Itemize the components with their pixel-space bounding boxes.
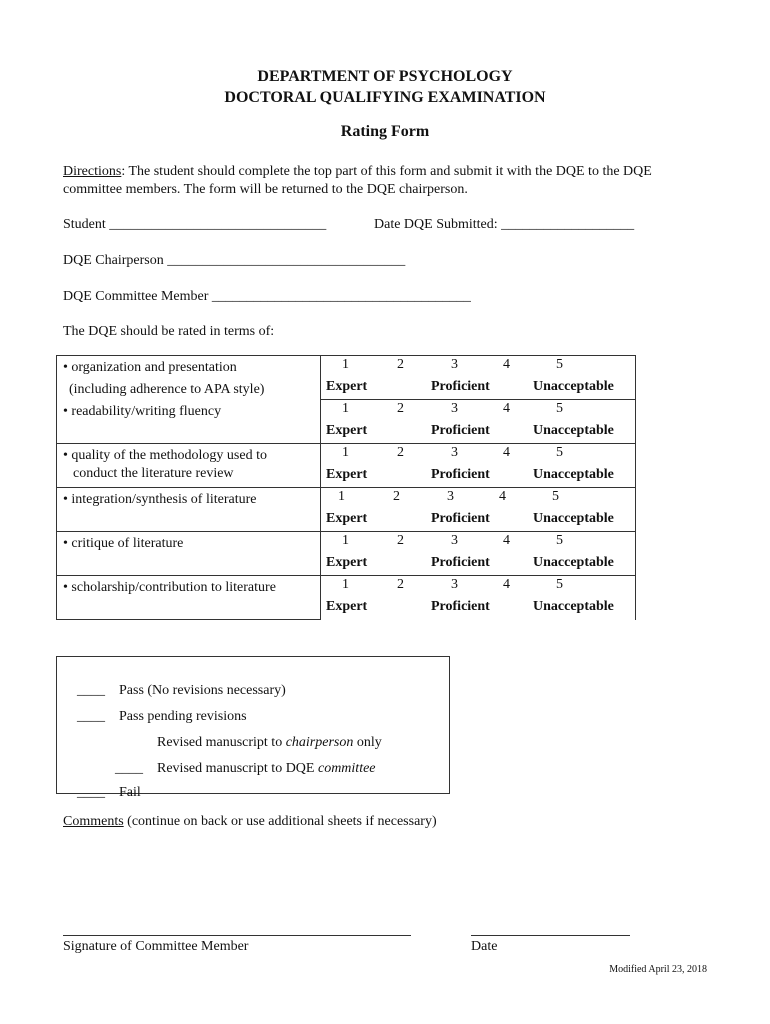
rating-4[interactable]: 4 bbox=[503, 357, 510, 372]
label-proficient: Proficient bbox=[431, 555, 490, 570]
label-unacceptable: Unacceptable bbox=[533, 467, 614, 482]
criterion-label: • integration/synthesis of literature bbox=[63, 492, 257, 507]
rating-5[interactable]: 5 bbox=[556, 577, 563, 592]
revised-chairperson-option[interactable]: Revised manuscript to chairperson only bbox=[157, 735, 382, 750]
criterion-label: • scholarship/contribution to literature bbox=[63, 580, 276, 595]
rating-2[interactable]: 2 bbox=[393, 489, 400, 504]
criterion-label: • organization and presentation (including adherence to APA style) bbox=[63, 360, 265, 397]
form-title: Rating Form bbox=[340, 123, 430, 140]
label-unacceptable: Unacceptable bbox=[533, 423, 614, 438]
rating-scale[interactable] bbox=[320, 399, 636, 443]
rating-4[interactable]: 4 bbox=[503, 577, 510, 592]
rating-1[interactable]: 1 bbox=[338, 489, 345, 504]
directions-label: Directions bbox=[63, 164, 122, 179]
date-submitted-field[interactable]: Date DQE Submitted: ___________________ bbox=[374, 217, 635, 232]
rating-3[interactable]: 3 bbox=[451, 577, 458, 592]
label-expert: Expert bbox=[326, 599, 368, 614]
rating-1[interactable]: 1 bbox=[342, 401, 349, 416]
label-proficient: Proficient bbox=[431, 599, 490, 614]
comments-label: Comments bbox=[63, 814, 124, 829]
label-expert: Expert bbox=[326, 511, 368, 526]
table-row bbox=[56, 487, 636, 531]
rating-1[interactable]: 1 bbox=[342, 577, 349, 592]
rating-3[interactable]: 3 bbox=[451, 357, 458, 372]
comments bbox=[63, 814, 437, 830]
rating-3[interactable]: 3 bbox=[451, 401, 458, 416]
table-row bbox=[56, 575, 636, 619]
rating-2[interactable]: 2 bbox=[397, 577, 404, 592]
department-title: DEPARTMENT OF PSYCHOLOGY bbox=[257, 68, 513, 85]
chairperson-field[interactable]: DQE Chairperson __________________________________ bbox=[63, 253, 406, 268]
criterion-label: • readability/writing fluency bbox=[63, 404, 222, 419]
rating-5[interactable]: 5 bbox=[556, 533, 563, 548]
label-expert: Expert bbox=[326, 423, 368, 438]
rating-table bbox=[56, 355, 636, 620]
directions bbox=[63, 163, 713, 199]
rating-5[interactable]: 5 bbox=[552, 489, 559, 504]
rating-1[interactable]: 1 bbox=[342, 357, 349, 372]
label-unacceptable: Unacceptable bbox=[533, 599, 614, 614]
rating-2[interactable]: 2 bbox=[397, 445, 404, 460]
rating-2[interactable]: 2 bbox=[397, 533, 404, 548]
date-label: Date bbox=[471, 939, 498, 954]
label-proficient: Proficient bbox=[431, 467, 490, 482]
student-field[interactable]: Student _______________________________ bbox=[63, 217, 327, 232]
rating-3[interactable]: 3 bbox=[451, 533, 458, 548]
label-proficient: Proficient bbox=[431, 379, 490, 394]
rating-5[interactable]: 5 bbox=[556, 357, 563, 372]
rating-2[interactable]: 2 bbox=[397, 357, 404, 372]
rating-3[interactable]: 3 bbox=[447, 489, 454, 504]
label-expert: Expert bbox=[326, 467, 368, 482]
exam-title: DOCTORAL QUALIFYING EXAMINATION bbox=[224, 89, 546, 106]
label-unacceptable: Unacceptable bbox=[533, 379, 614, 394]
label-unacceptable: Unacceptable bbox=[533, 511, 614, 526]
date-line[interactable] bbox=[471, 935, 630, 936]
pass-pending-option[interactable]: ____ Pass pending revisions bbox=[77, 709, 247, 724]
rating-scale[interactable] bbox=[320, 531, 636, 575]
rating-4[interactable]: 4 bbox=[503, 401, 510, 416]
table-row bbox=[56, 443, 636, 487]
rating-scale[interactable] bbox=[320, 443, 636, 487]
revised-committee-option[interactable]: ____ Revised manuscript to DQE committee bbox=[115, 761, 376, 776]
rating-1[interactable]: 1 bbox=[342, 445, 349, 460]
signature-label: Signature of Committee Member bbox=[63, 939, 249, 954]
outcome-box bbox=[56, 656, 450, 800]
label-expert: Expert bbox=[326, 555, 368, 570]
rating-4[interactable]: 4 bbox=[499, 489, 506, 504]
table-row bbox=[56, 531, 636, 575]
table-row bbox=[56, 355, 636, 399]
criterion-label: • critique of literature bbox=[63, 536, 184, 551]
rating-5[interactable]: 5 bbox=[556, 401, 563, 416]
comments-text: (continue on back or use additional sheets if necessary) bbox=[123, 814, 437, 829]
rating-1[interactable]: 1 bbox=[342, 533, 349, 548]
rating-2[interactable]: 2 bbox=[397, 401, 404, 416]
directions-text: : The student should complete the top part of this form and submit it with the DQE to the DQE committee members. The form will be returned to the DQE chairperson. bbox=[63, 164, 652, 197]
fail-option[interactable]: ____ Fail bbox=[77, 785, 141, 800]
table-bottom-border bbox=[56, 619, 320, 620]
table-row bbox=[56, 399, 636, 443]
pass-option[interactable]: ____ Pass (No revisions necessary) bbox=[77, 683, 286, 698]
rating-scale[interactable] bbox=[320, 575, 636, 619]
label-proficient: Proficient bbox=[431, 423, 490, 438]
rating-3[interactable]: 3 bbox=[451, 445, 458, 460]
label-unacceptable: Unacceptable bbox=[533, 555, 614, 570]
rating-scale[interactable] bbox=[320, 487, 636, 531]
criterion-label: • quality of the methodology used to conduct the literature review bbox=[63, 448, 267, 481]
label-proficient: Proficient bbox=[431, 511, 490, 526]
modified-date: Modified April 23, 2018 bbox=[609, 964, 707, 975]
rating-5[interactable]: 5 bbox=[556, 445, 563, 460]
rating-4[interactable]: 4 bbox=[503, 533, 510, 548]
rating-scale[interactable] bbox=[320, 355, 636, 399]
signature-line[interactable] bbox=[63, 935, 411, 936]
rating-4[interactable]: 4 bbox=[503, 445, 510, 460]
label-expert: Expert bbox=[326, 379, 368, 394]
committee-member-field[interactable]: DQE Committee Member _____________________________________ bbox=[63, 289, 471, 304]
rating-intro: The DQE should be rated in terms of: bbox=[63, 324, 275, 339]
